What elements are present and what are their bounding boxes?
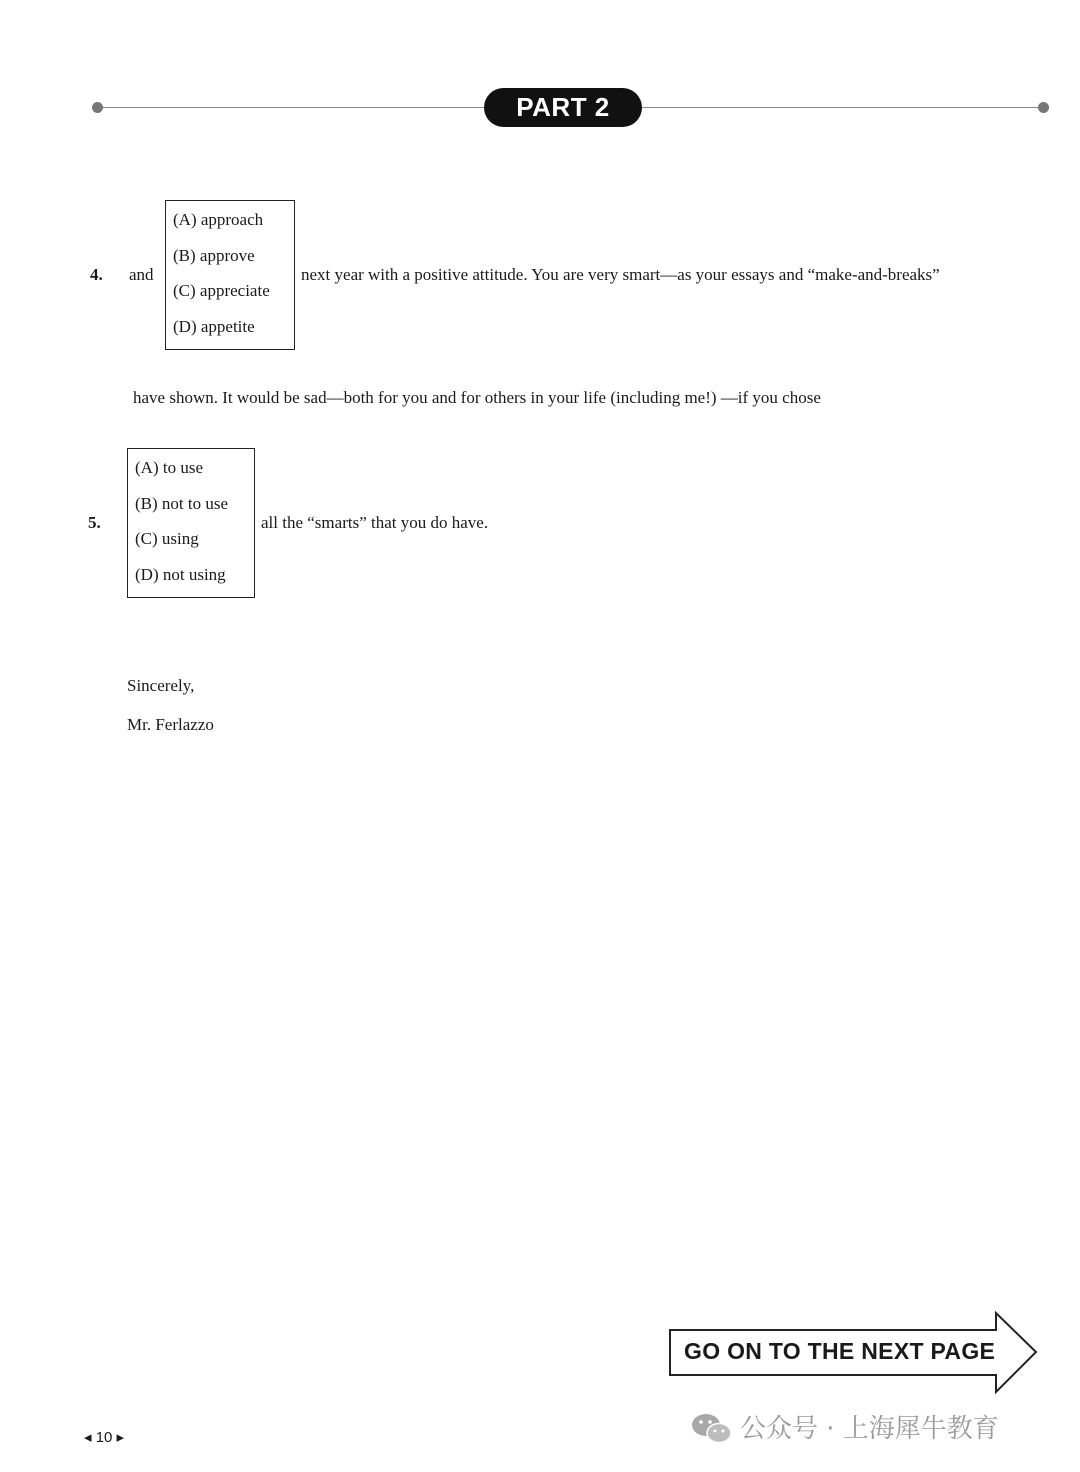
passage-line: have shown. It would be sad—both for you and for others in your life (including me!) —if you chose: [133, 388, 821, 407]
question-5-option-a[interactable]: (A) to use: [135, 458, 203, 477]
wechat-icon: [690, 1410, 734, 1446]
page-number: ◂ 10 ▸: [84, 1429, 125, 1446]
question-4-option-c[interactable]: (C) appreciate: [173, 281, 270, 300]
question-4-following-text: next year with a positive attitude. You are very smart—as your essays and “make-and-breaks”: [301, 265, 940, 284]
question-5-following-text: all the “smarts” that you do have.: [261, 513, 489, 532]
question-4-option-a[interactable]: (A) approach: [173, 210, 264, 229]
closing-signature: Mr. Ferlazzo: [127, 715, 214, 734]
rule-right-dot: [1038, 102, 1049, 113]
next-page-label[interactable]: GO ON TO THE NEXT PAGE: [684, 1338, 996, 1364]
question-4-lead-text: and: [129, 265, 154, 284]
rule-left-dot: [92, 102, 103, 113]
question-4-option-d[interactable]: (D) appetite: [173, 316, 255, 336]
closing-salutation: Sincerely,: [127, 676, 195, 695]
question-4-option-b[interactable]: (B) approve: [173, 245, 255, 265]
question-4-options-box: [165, 200, 295, 350]
question-5-option-d[interactable]: (D) not using: [135, 564, 226, 584]
part-label: PART 2: [484, 88, 642, 127]
question-4-number: 4.: [90, 265, 103, 284]
question-5-number: 5.: [88, 513, 101, 532]
question-5-option-c[interactable]: (C) using: [135, 529, 199, 548]
watermark-text: 公众号 · 上海犀牛教育: [740, 1414, 999, 1444]
question-5-option-b[interactable]: (B) not to use: [135, 493, 229, 513]
question-5-options-box: [127, 448, 255, 598]
